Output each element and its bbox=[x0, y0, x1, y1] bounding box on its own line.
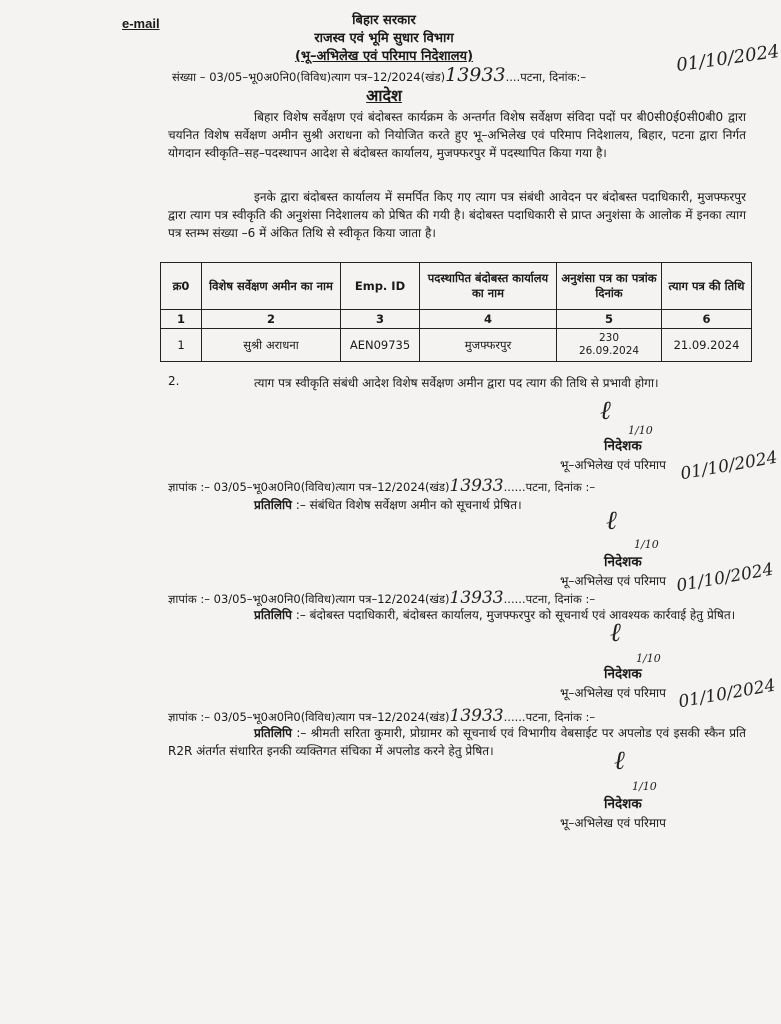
memo-copy-line bbox=[168, 724, 746, 760]
signatory-department: भू–अभिलेख एवं परिमाप bbox=[560, 686, 666, 700]
memo-number-handwritten: 13933 bbox=[449, 588, 504, 608]
table-header: विशेष सर्वेक्षण अमीन का नाम bbox=[202, 263, 341, 310]
signature-date-tick: 1/10 bbox=[634, 538, 659, 551]
govt-name: बिहार सरकार bbox=[352, 13, 416, 28]
column-number: 1 bbox=[161, 310, 202, 329]
signature-mark: ℓ bbox=[606, 506, 617, 536]
directorate-name: (भू–अभिलेख एवं परिमाप निदेशालय) bbox=[294, 49, 474, 64]
memo-copy-line bbox=[168, 606, 746, 624]
signature-date-tick: 1/10 bbox=[636, 652, 661, 665]
signature-mark: ℓ bbox=[600, 396, 611, 426]
table-header: अनुशंसा पत्र का पत्रांक दिनांक bbox=[557, 263, 662, 310]
order-title: आदेश bbox=[366, 86, 402, 105]
table-row bbox=[161, 329, 752, 362]
signatory-department: भू–अभिलेख एवं परिमाप bbox=[560, 816, 666, 830]
reference-city: ....पटना, दिनांक:– bbox=[505, 70, 587, 84]
memo-number-handwritten: 13933 bbox=[449, 476, 504, 496]
cell-letter-date: 26.09.2024 bbox=[578, 345, 640, 357]
column-number: 2 bbox=[202, 310, 341, 329]
memo-date-handwritten: 01/10/2024 bbox=[677, 675, 777, 713]
column-number: 5 bbox=[557, 310, 662, 329]
copy-label: प्रतिलिपि bbox=[254, 608, 292, 622]
memo-reference-line bbox=[168, 706, 595, 726]
cell-emp-id: AEN09735 bbox=[341, 329, 420, 362]
table-header: पदस्थापित बंदोबस्त कार्यालय का नाम bbox=[420, 263, 557, 310]
memo-reference-text: ज्ञापांक :– 03/05–भू0अ0नि0(विविध)त्याग पत्र–12/2024(खंड) bbox=[168, 480, 450, 494]
signatory-designation: निदेशक bbox=[604, 554, 642, 570]
signature-mark: ℓ bbox=[610, 618, 621, 648]
signatory-designation: निदेशक bbox=[604, 438, 642, 454]
email-label: e-mail bbox=[122, 16, 160, 31]
copy-text: :– संबंधित विशेष सर्वेक्षण अमीन को सूचनार्थ प्रेषित। bbox=[295, 498, 522, 512]
memo-reference-text: ज्ञापांक :– 03/05–भू0अ0नि0(विविध)त्याग पत्र–12/2024(खंड) bbox=[168, 710, 450, 724]
cell-letter bbox=[557, 329, 662, 362]
memo-city: ......पटना, दिनांक :– bbox=[503, 710, 596, 724]
memo-date-handwritten: 01/10/2024 bbox=[675, 559, 775, 597]
table-column-number-row bbox=[161, 310, 752, 329]
reference-number-handwritten: 13933 bbox=[445, 64, 506, 86]
paragraph-2: इनके द्वारा बंदोबस्त कार्यालय में समर्पित किए गए त्याग पत्र संबंधी आवेदन पर बंदोबस्त पदाधिकारी, मुजफ्फरपुर द्वारा त्याग पत्र स्वीकृति की अनुशंसा निदेशालय को प्रेषित की गयी है। बंदोबस्त पदाधिकारी से प्राप्त अनुशंसा के आलोक में इनका त्याग पत्र स्तम्भ संख्या –6 में अंकित तिथि से स्वीकृत किया जाता है। bbox=[168, 190, 746, 240]
column-number: 4 bbox=[420, 310, 557, 329]
copy-text: :– बंदोबस्त पदाधिकारी, बंदोबस्त कार्यालय, मुजफ्फरपुर को सूचनार्थ एवं आवश्यक कार्रवाई हेतु प्रेषित। bbox=[295, 608, 736, 622]
copy-label: प्रतिलिपि bbox=[254, 498, 292, 512]
cell-office: मुजफ्फरपुर bbox=[420, 329, 557, 362]
signatory-designation: निदेशक bbox=[604, 666, 642, 682]
reference-text: संख्या – 03/05–भू0अ0नि0(विविध)त्याग पत्र–12/2024(खंड) bbox=[172, 70, 446, 84]
memo-city: ......पटना, दिनांक :– bbox=[503, 592, 596, 606]
reference-date-handwritten: 01/10/2024 bbox=[675, 40, 781, 77]
signature-date-tick: 1/10 bbox=[628, 424, 653, 437]
signatory-department: भू–अभिलेख एवं परिमाप bbox=[560, 458, 666, 472]
signature-date-tick: 1/10 bbox=[632, 780, 657, 793]
paragraph-3: त्याग पत्र स्वीकृति संबंधी आदेश विशेष सर्वेक्षण अमीन द्वारा पद त्याग की तिथि से प्रभावी होगा। bbox=[254, 376, 659, 390]
paragraph-3-number: 2. bbox=[168, 374, 180, 388]
cell-name: सुश्री अराधना bbox=[202, 329, 341, 362]
copy-text: :– श्रीमती सरिता कुमारी, प्रोग्रामर को सूचनार्थ एवं विभागीय वेबसाईट पर अपलोड एवं इसकी स्कैन प्रति R2R अंतर्गत संधारित इनकी व्यक्तिगत संचिका में अपलोड करने हेतु प्रेषित। bbox=[168, 726, 746, 758]
memo-date-handwritten: 01/10/2024 bbox=[679, 447, 779, 485]
table-header: Emp. ID bbox=[341, 263, 420, 310]
memo-reference-line bbox=[168, 588, 595, 608]
cell-sno: 1 bbox=[161, 329, 202, 362]
memo-reference-line bbox=[168, 476, 595, 496]
memo-city: ......पटना, दिनांक :– bbox=[503, 480, 596, 494]
signature-mark: ℓ bbox=[614, 746, 625, 776]
department-name: राजस्व एवं भूमि सुधार विभाग bbox=[314, 31, 454, 46]
memo-number-handwritten: 13933 bbox=[449, 706, 504, 726]
signatory-designation: निदेशक bbox=[604, 796, 642, 812]
table-header: त्याग पत्र की तिथि bbox=[662, 263, 752, 310]
reference-line bbox=[172, 64, 586, 86]
copy-label: प्रतिलिपि bbox=[254, 726, 292, 740]
column-number: 6 bbox=[662, 310, 752, 329]
signatory-department: भू–अभिलेख एवं परिमाप bbox=[560, 574, 666, 588]
table-header: क्र0 bbox=[161, 263, 202, 310]
paragraph-1: बिहार विशेष सर्वेक्षण एवं बंदोबस्त कार्यक्रम के अन्तर्गत विशेष सर्वेक्षण संविदा पदों पर बी0सी0ई0सी0बी0 द्वारा चयनित विशेष सर्वेक्षण अमीन सुश्री अराधना को नियोजित करते हुए भू–अभिलेख एवं परिमाप निदेशालय, बिहार, पटना द्वारा निर्गत योगदान स्वीकृति–सह–पदस्थापन आदेश से बंदोबस्त कार्यालय, मुजफ्फरपुर में पदस्थापित किया गया है। bbox=[168, 110, 746, 160]
cell-letter-number: 230 bbox=[598, 332, 620, 344]
column-number: 3 bbox=[341, 310, 420, 329]
memo-copy-line bbox=[254, 496, 522, 513]
cell-resign-date: 21.09.2024 bbox=[662, 329, 752, 362]
resignation-table bbox=[160, 262, 752, 362]
memo-reference-text: ज्ञापांक :– 03/05–भू0अ0नि0(विविध)त्याग पत्र–12/2024(खंड) bbox=[168, 592, 450, 606]
